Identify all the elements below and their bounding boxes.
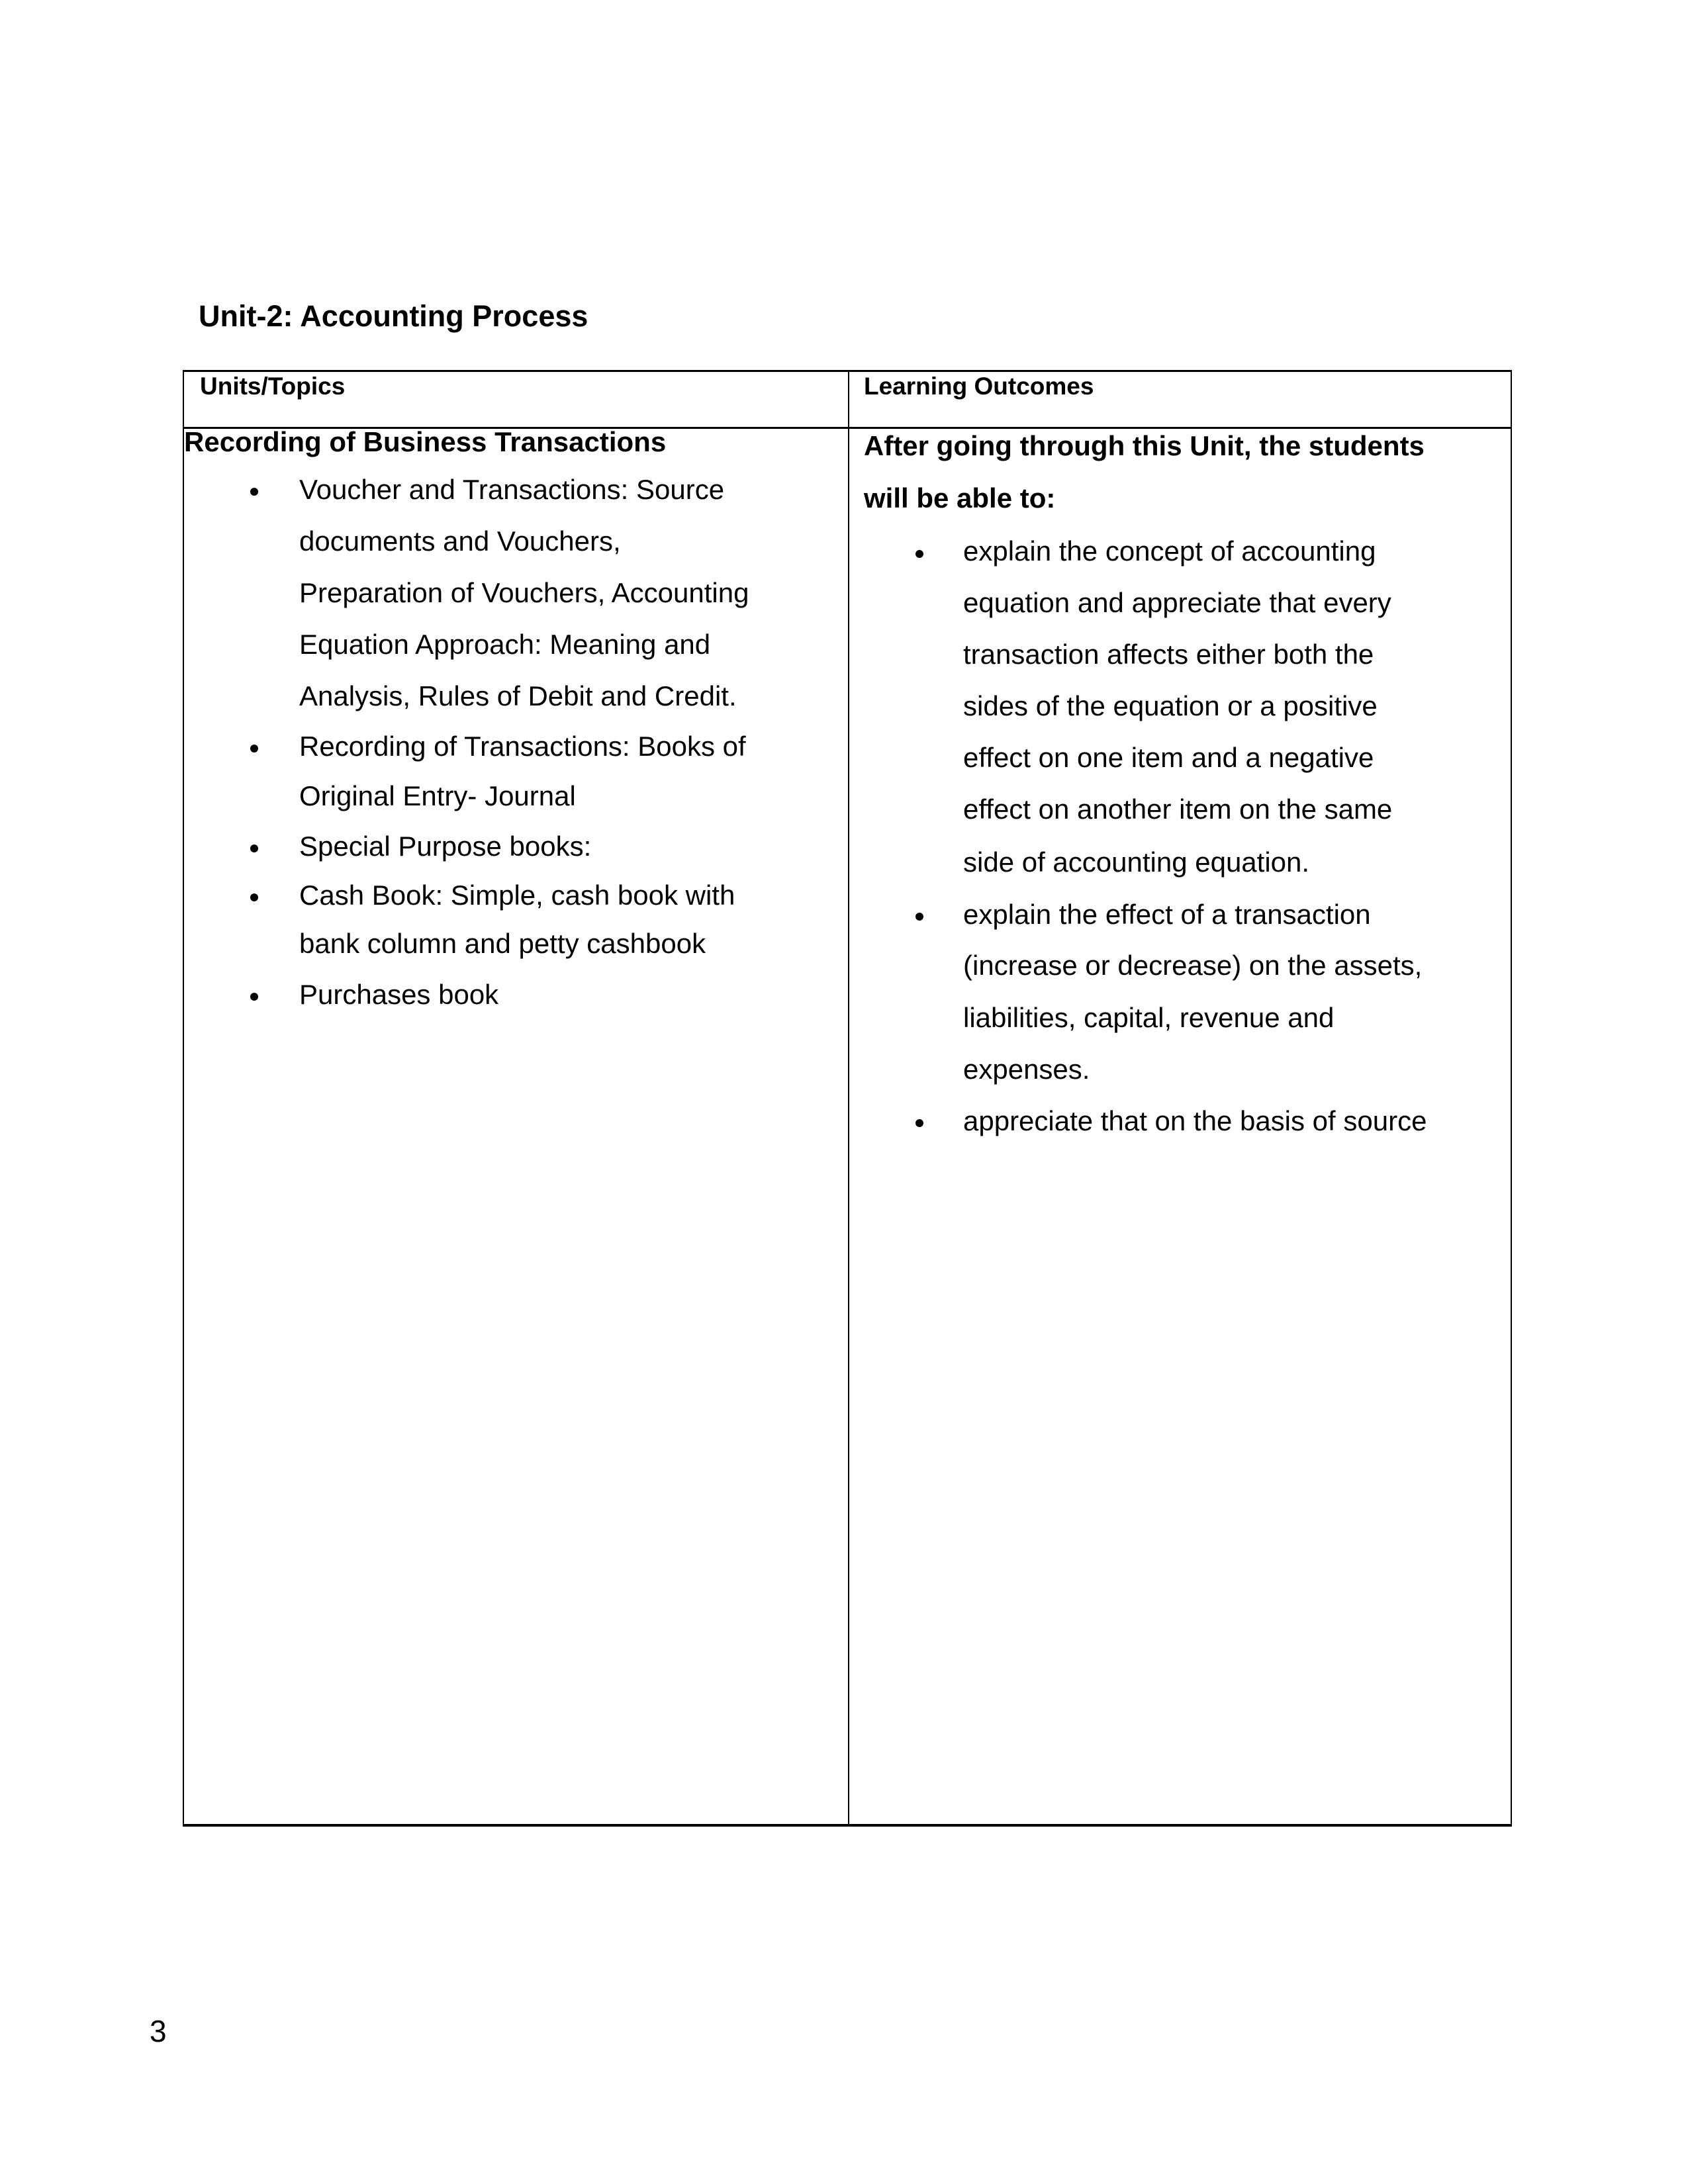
topic-line: Purchases book: [299, 979, 499, 1010]
topic-line: Voucher and Transactions: Source: [299, 474, 725, 505]
bullet-icon: [250, 488, 258, 496]
outcome-line: explain the concept of accounting: [963, 535, 1376, 567]
bullet-icon: [250, 993, 258, 1001]
header-learning-outcomes: Learning Outcomes: [864, 373, 1094, 400]
topic-line: Cash Book: Simple, cash book with: [299, 880, 735, 911]
outcomes-intro: After going through this Unit, the students: [864, 430, 1425, 461]
outcome-line: liabilities, capital, revenue and: [963, 1002, 1335, 1033]
section-title: Recording of Business Transactions: [184, 426, 667, 457]
bullet-icon: [250, 745, 258, 752]
outcome-line: effect on another item on the same: [963, 794, 1393, 825]
topic-line: Analysis, Rules of Debit and Credit.: [299, 680, 737, 711]
column-divider: [848, 370, 849, 1826]
topic-line: Recording of Transactions: Books of: [299, 731, 746, 762]
header-units-topics: Units/Topics: [200, 373, 346, 400]
topic-line: Special Purpose books:: [299, 831, 592, 862]
outcome-line: transaction affects either both the: [963, 639, 1374, 670]
topic-line: Preparation of Vouchers, Accounting: [299, 577, 749, 608]
page-number: 3: [150, 2014, 167, 2048]
outcome-line: explain the effect of a transaction: [963, 899, 1371, 930]
bullet-icon: [250, 893, 258, 901]
outcome-line: side of accounting equation.: [963, 846, 1310, 878]
outcome-line: effect on one item and a negative: [963, 742, 1374, 773]
bullet-icon: [915, 550, 923, 558]
topic-line: Equation Approach: Meaning and: [299, 629, 711, 660]
outcome-line: expenses.: [963, 1054, 1090, 1085]
outcome-line: equation and appreciate that every: [963, 587, 1391, 618]
bullet-icon: [915, 1119, 923, 1127]
outcome-line: appreciate that on the basis of source: [963, 1105, 1427, 1136]
topic-line: documents and Vouchers,: [299, 525, 621, 557]
outcome-line: sides of the equation or a positive: [963, 690, 1378, 721]
topic-line: Original Entry- Journal: [299, 780, 576, 811]
outcomes-intro: will be able to:: [864, 482, 1056, 514]
unit-title: Unit-2: Accounting Process: [199, 299, 588, 333]
bullet-icon: [915, 913, 923, 921]
topic-line: bank column and petty cashbook: [299, 928, 706, 959]
outcome-line: (increase or decrease) on the assets,: [963, 950, 1423, 981]
bullet-icon: [250, 844, 258, 852]
